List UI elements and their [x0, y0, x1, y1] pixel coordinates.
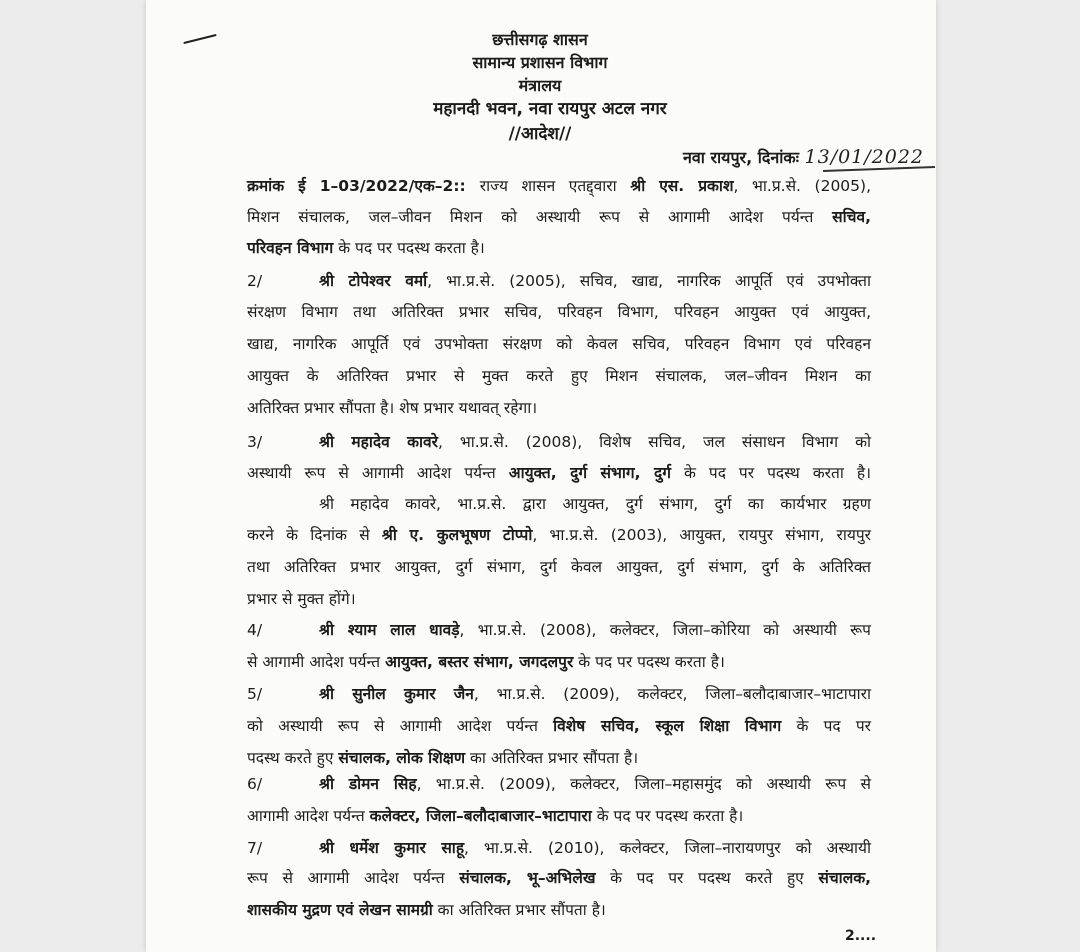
text-segment: अतिरिक्त प्रभार सौंपता है। शेष प्रभार यथावत् रहेगा। — [247, 399, 538, 417]
body-line-p6-l2 — [247, 806, 871, 826]
text-segment: , भा.प्र.से. (2008), विशेष सचिव, जल संसाधन विभाग को — [438, 433, 871, 451]
body-line-p6-l1 — [247, 774, 871, 794]
text-segment: , भा.प्र.से. (2005), — [733, 177, 872, 195]
bold-text-segment: आयुक्त, दुर्ग संभाग, दुर्ग — [508, 464, 671, 482]
text-segment: आगामी आदेश पर्यन्त — [247, 807, 370, 825]
body-line-p1-l3 — [247, 238, 871, 258]
text-segment: , भा.प्र.से. (2008), कलेक्टर, जिला–कोरिया को अस्थायी रूप — [459, 621, 871, 639]
body-line-p5-l3 — [247, 748, 871, 768]
body-line-p7-l2 — [247, 868, 871, 888]
date-label: नवा रायपुर, दिनांकः — [683, 148, 799, 167]
bold-text-segment: शासकीय मुद्रण एवं लेखन सामग्री — [247, 901, 433, 919]
body-line-p5-l1 — [247, 684, 871, 704]
body-line-p2-l2 — [247, 302, 871, 322]
bold-text-segment: श्री श्याम लाल धावड़े — [319, 621, 460, 639]
body-line-p2-l5 — [247, 398, 871, 418]
bold-text-segment: श्री महादेव कावरे — [319, 433, 438, 451]
text-segment: संरक्षण विभाग तथा अतिरिक्त प्रभार सचिव, परिवहन विभाग, परिवहन आयुक्त एवं आयुक्त, — [247, 303, 871, 321]
paragraph-number: 4/ — [247, 621, 263, 639]
body-line-p2-l1 — [247, 271, 871, 291]
text-segment: के पद पर — [781, 717, 871, 735]
text-segment: के पद पर पदस्थ करता है। — [573, 653, 725, 671]
header-ministry: मंत्रालय — [518, 76, 562, 95]
body-line-p3-l3 — [247, 494, 871, 514]
bold-text-segment: परिवहन विभाग — [247, 239, 334, 257]
body-line-p7-l1 — [247, 838, 871, 858]
text-segment: , भा.प्र.से. (2009), कलेक्टर, जिला–बलौदाबाजार–भाटापारा — [473, 685, 871, 703]
text-segment: रूप से आगामी आदेश पर्यन्त — [247, 869, 460, 887]
text-segment: खाद्य, नागरिक आपूर्ति एवं उपभोक्ता संरक्षण को केवल सचिव, परिवहन विभाग एवं परिवहन — [247, 335, 871, 353]
text-segment: , भा.प्र.से. (2005), सचिव, खाद्य, नागरिक आपूर्ति एवं उपभोक्ता — [427, 272, 872, 290]
body-line-p2-l3 — [247, 334, 871, 354]
bold-text-segment: श्री ए. कुलभूषण टोप्पो — [381, 526, 533, 544]
bold-text-segment: संचालक, — [818, 869, 871, 887]
body-line-p4-l1 — [247, 620, 871, 640]
text-segment: अस्थायी रूप से आगामी आदेश पर्यन्त — [247, 464, 509, 482]
paragraph-number: 2/ — [247, 272, 263, 290]
bold-text-segment: संचालक, लोक शिक्षण — [338, 749, 466, 767]
bold-text-segment: सचिव, — [832, 208, 871, 226]
body-line-p3-l4 — [247, 525, 871, 545]
bold-text-segment: विशेष सचिव, स्कूल शिक्षा विभाग — [553, 717, 782, 735]
text-segment: पदस्थ करते हुए — [247, 749, 339, 767]
bold-text-segment: संचालक, भू–अभिलेख — [459, 869, 596, 887]
text-segment: के पद पर पदस्थ करते हुए — [595, 869, 819, 887]
text-segment: , भा.प्र.से. (2003), आयुक्त, रायपुर संभाग, रायपुर — [532, 526, 871, 544]
body-line-p3-l5 — [247, 557, 871, 577]
text-segment: , भा.प्र.से. (2009), कलेक्टर, जिला–महासमुंद को अस्थायी रूप से — [416, 775, 872, 793]
text-segment: , भा.प्र.से. (2010), कलेक्टर, जिला–नारायणपुर को अस्थायी — [464, 839, 871, 857]
body-line-p3-l1 — [247, 432, 871, 452]
body-line-p2-l4 — [247, 366, 871, 386]
body-line-p7-l3 — [247, 900, 871, 920]
body-line-p4-l2 — [247, 652, 871, 672]
order-date — [683, 146, 924, 168]
background-right — [936, 0, 1080, 952]
text-segment: आयुक्त के अतिरिक्त प्रभार से मुक्त करते हुए मिशन संचालक, जल–जीवन मिशन का — [247, 367, 871, 385]
bold-text-segment: श्री सुनील कुमार जैन — [319, 685, 474, 703]
body-line-p1-l2 — [247, 207, 871, 227]
text-segment: के पद पर पदस्थ करता है। — [670, 464, 871, 482]
bold-text-segment: श्री टोपेश्वर वर्मा — [319, 272, 428, 290]
text-segment: प्रभार से मुक्त होंगे। — [247, 590, 356, 608]
paragraph-number: 5/ — [247, 685, 263, 703]
text-segment: मिशन संचालक, जल–जीवन मिशन को अस्थायी रूप से आगामी आदेश पर्यन्त — [247, 208, 833, 226]
background-left — [0, 0, 146, 952]
text-segment: को अस्थायी रूप से आगामी आदेश पर्यन्त — [247, 717, 554, 735]
header-address: महानदी भवन, नवा रायपुर अटल नगर — [433, 99, 667, 119]
body-line-p3-l2 — [247, 463, 871, 483]
text-segment: के पद पर पदस्थ करता है। — [591, 807, 744, 825]
body-line-p3-l6 — [247, 589, 871, 609]
text-segment: से आगामी आदेश पर्यन्त — [247, 653, 386, 671]
text-segment: श्री महादेव कावरे, भा.प्र.से. द्वारा आयुक्त, दुर्ग संभाग, दुर्ग का कार्यभार ग्रहण — [319, 495, 871, 513]
header-government: छत्तीसगढ़ शासन — [492, 30, 588, 49]
text-segment: का अतिरिक्त प्रभार सौंपता है। — [432, 901, 606, 919]
paragraph-number: 3/ — [247, 433, 263, 451]
paragraph-number: 6/ — [247, 775, 263, 793]
bold-text-segment: श्री एस. प्रकाश — [630, 177, 734, 195]
header-department: सामान्य प्रशासन विभाग — [472, 53, 608, 72]
bold-text-segment: श्री धर्मेश कुमार साहू — [319, 839, 465, 857]
text-segment: के पद पर पदस्थ करता है। — [333, 239, 485, 257]
bold-text-segment: कलेक्टर, जिला–बलौदाबाजार–भाटापारा — [369, 807, 592, 825]
bold-text-segment: आयुक्त, बस्तर संभाग, जगदलपुर — [385, 653, 574, 671]
bold-text-segment: श्री डोमन सिह — [319, 775, 417, 793]
header-order-title: //आदेश// — [508, 124, 572, 144]
body-line-p5-l2 — [247, 716, 871, 736]
bold-text-segment: क्रमांक ई 1–03/2022/एक–2:: — [247, 177, 480, 195]
text-segment: तथा अतिरिक्त प्रभार आयुक्त, दुर्ग संभाग, दुर्ग केवल आयुक्त, दुर्ग संभाग, दुर्ग के अतिरिक्त — [247, 558, 871, 576]
text-segment: राज्य शासन एतद्द्वारा — [479, 177, 631, 195]
body-line-p1-l1 — [247, 176, 871, 196]
text-segment: का अतिरिक्त प्रभार सौंपता है। — [465, 749, 639, 767]
next-page-indicator: 2.... — [845, 928, 877, 944]
date-value-handwritten: 13/01/2022 — [804, 146, 925, 168]
text-segment: करने के दिनांक से — [247, 526, 382, 544]
paragraph-number: 7/ — [247, 839, 263, 857]
